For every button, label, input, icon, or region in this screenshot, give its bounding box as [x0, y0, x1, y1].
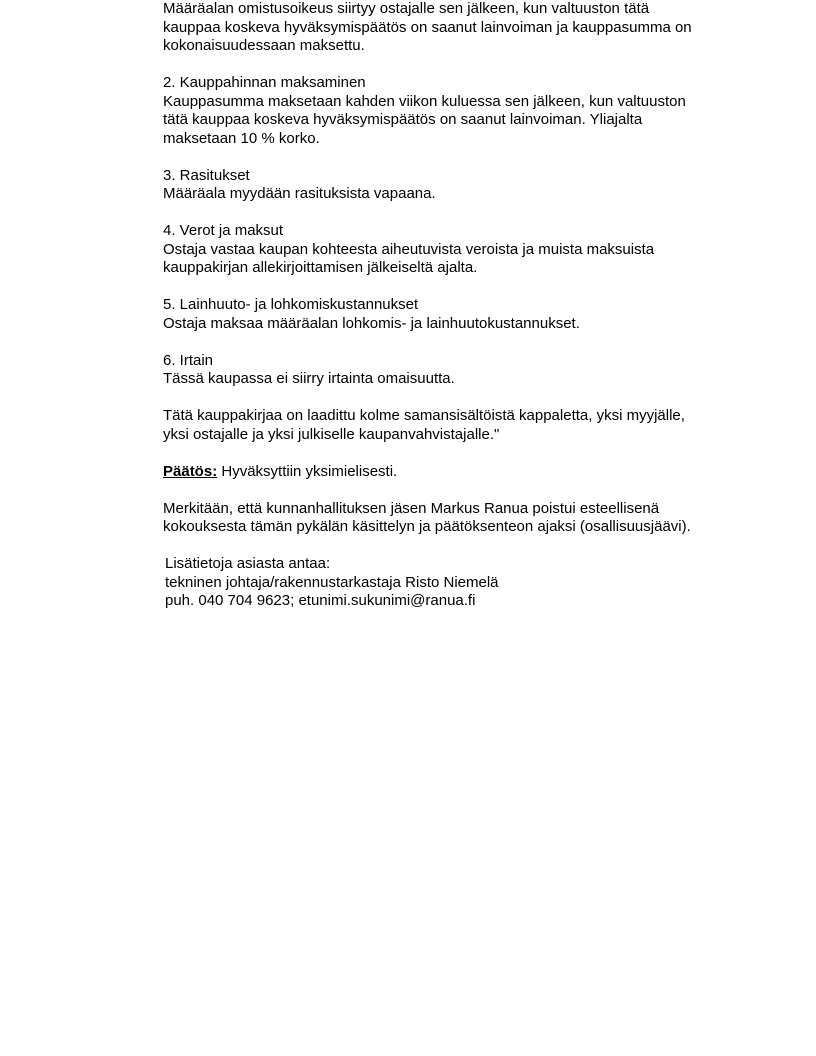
section-heading: 2. Kauppahinnan maksaminen: [163, 74, 366, 91]
section-heading: 5. Lainhuuto- ja lohkomiskustannukset: [163, 296, 419, 313]
text-line: Määräala myydään rasituksista vapaana.: [163, 185, 436, 202]
contact-info: [163, 555, 692, 611]
section-6: [163, 352, 692, 389]
section-3: [163, 167, 692, 204]
text-line: Merkitään, että kunnanhallituksen jäsen Markus Ranua poistui esteellisenä: [163, 499, 660, 517]
section-4: [163, 222, 692, 278]
section-1-tail: [163, 0, 692, 56]
text-line: kokonaisuudessaan maksettu.: [163, 37, 365, 54]
decision-label: Päätös:: [163, 462, 218, 480]
text-line: Tätä kauppakirjaa on laadittu kolme samansisältöistä kappaletta, yksi myyjälle,: [163, 407, 685, 424]
section-heading: 6. Irtain: [163, 351, 214, 369]
section-5: [163, 296, 692, 333]
disqualification-note: [163, 500, 692, 537]
text-line: Ostaja vastaa kaupan kohteesta aiheutuvista veroista ja muista maksuista: [163, 240, 655, 258]
text-line: Kauppasumma maksetaan kahden viikon kuluessa sen jälkeen, kun valtuuston: [163, 92, 686, 110]
text-line: Ostaja maksaa määräalan lohkomis- ja lainhuutokustannukset.: [163, 314, 580, 332]
contact-heading: Lisätietoja asiasta antaa:: [165, 555, 331, 572]
text-line: Tässä kaupassa ei siirry irtainta omaisuutta.: [163, 370, 455, 387]
text-line: kauppakirjan allekirjoittamisen jälkeiseltä ajalta.: [163, 259, 478, 276]
section-heading: 3. Rasitukset: [163, 166, 250, 184]
text-line: maksetaan 10 % korko.: [163, 129, 320, 147]
contact-details: puh. 040 704 9623; etunimi.sukunimi@ranua.fi: [165, 592, 476, 609]
section-heading: 4. Verot ja maksut: [163, 222, 284, 239]
section-2: [163, 74, 692, 148]
text-line: yksi ostajalle ja yksi julkiselle kaupanvahvistajalle.": [163, 425, 500, 443]
text-line: kauppaa koskeva hyväksymispäätös on saanut lainvoiman ja kauppasumma on: [163, 18, 692, 36]
text-line: Määräalan omistusoikeus siirtyy ostajalle sen jälkeen, kun valtuuston tätä: [163, 0, 650, 17]
text-line: kokouksesta tämän pykälän käsittelyn ja päätöksenteon ajaksi (osallisuusjäävi).: [163, 518, 691, 535]
copies-paragraph: [163, 407, 692, 444]
document-body: [163, 0, 692, 611]
contact-person: tekninen johtaja/rakennustarkastaja Risto Niemelä: [165, 573, 499, 591]
text-line: tätä kauppaa koskeva hyväksymispäätös on saanut lainvoiman. Yliajalta: [163, 111, 643, 128]
decision-text: Hyväksyttiin yksimielisesti.: [217, 462, 398, 480]
decision: [163, 463, 692, 482]
